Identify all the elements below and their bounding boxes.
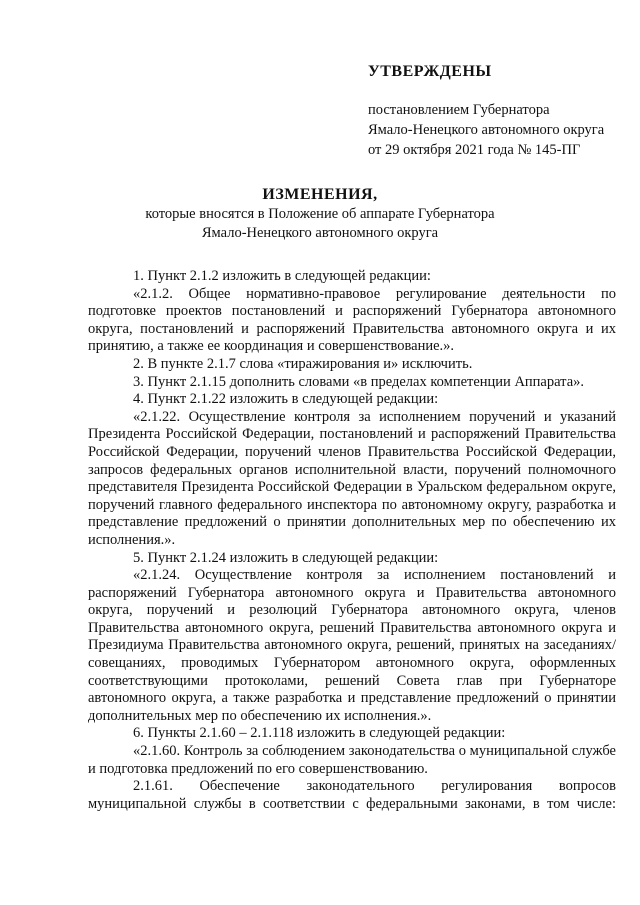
paragraph-item-2: 2. В пункте 2.1.7 слова «тиражирования и» исключить. (133, 355, 473, 372)
approval-title: УТВЕРЖДЕНЫ (368, 63, 492, 80)
paragraph-quote-2-1-22: «2.1.22. Осуществление контроля за исполнением поручений и указаний Президента Российской Федерации, постановлений и распоряжений Правительства Российской Федерации, поручений членов Правительства Российской Федерации, запросов федеральных органов исполнительной власти, поручений полномочного представителя Президента Российской Федерации в Уральском федеральном округе, поручений главного федерального инспектора по автономному округу, разработка и представление предложений о принятии дополнительных мер по обеспечению их исполнения.». (88, 408, 616, 548)
paragraph-2-1-61: 2.1.61. Обеспечение законодательного регулирования вопросов муниципальной службы в соответствии с федеральными законами, в том числе: (88, 778, 616, 812)
paragraph-item-1: 1. Пункт 2.1.2 изложить в следующей редакции: (133, 268, 431, 284)
heading-title: ИЗМЕНЕНИЯ, (262, 186, 378, 203)
paragraph-quote-2-1-60: «2.1.60. Контроль за соблюдением законодательства о муниципальной службе и подготовка предложений по его совершенствованию. (88, 743, 616, 777)
paragraph-quote-2-1-2: «2.1.2. Общее нормативно-правовое регулирование деятельности по подготовке проектов постановлений и распоряжений Губернатора автономного округа, постановлений и распоряжений Правительства автономного округа и их принятию, а также ее координация и совершенствование.». (88, 285, 616, 355)
paragraph-item-5: 5. Пункт 2.1.24 изложить в следующей редакции: (133, 549, 439, 566)
document-body (88, 268, 616, 813)
heading-subtitle-line: которые вносятся в Положение об аппарате Губернатора (145, 206, 495, 222)
approval-line: постановлением Губернатора (368, 102, 550, 118)
paragraph-item-6: 6. Пункты 2.1.60 – 2.1.118 изложить в следующей редакции: (133, 725, 506, 742)
paragraph-item-4: 4. Пункт 2.1.22 изложить в следующей редакции: (133, 391, 439, 408)
approval-line: Ямало-Ненецкого автономного округа (368, 122, 605, 138)
document-heading (60, 184, 580, 243)
approval-block (368, 62, 630, 160)
heading-subtitle-line: Ямало-Ненецкого автономного округа (201, 225, 439, 241)
paragraph-quote-2-1-24: «2.1.24. Осуществление контроля за исполнением постановлений и распоряжений Губернатора автономного округа и Правительства автономного округа, поручений и резолюций Губернатора автономного округа, членов Правительства автономного округа, решений Правительства автономного округа и Президиума Правительства автономного округа, решений, принятых на заседаниях/совещаниях, проводимых Губернатором автономного округа, оформленных соответствующими протоколами, решений Совета глав при Губернаторе автономного округа, а также разработка и представление предложений о принятии дополнительных мер по обеспечению их исполнения.». (88, 567, 616, 724)
approval-line: от 29 октября 2021 года № 145-ПГ (368, 142, 581, 158)
paragraph-item-3: 3. Пункт 2.1.15 дополнить словами «в пределах компетенции Аппарата». (133, 373, 585, 390)
